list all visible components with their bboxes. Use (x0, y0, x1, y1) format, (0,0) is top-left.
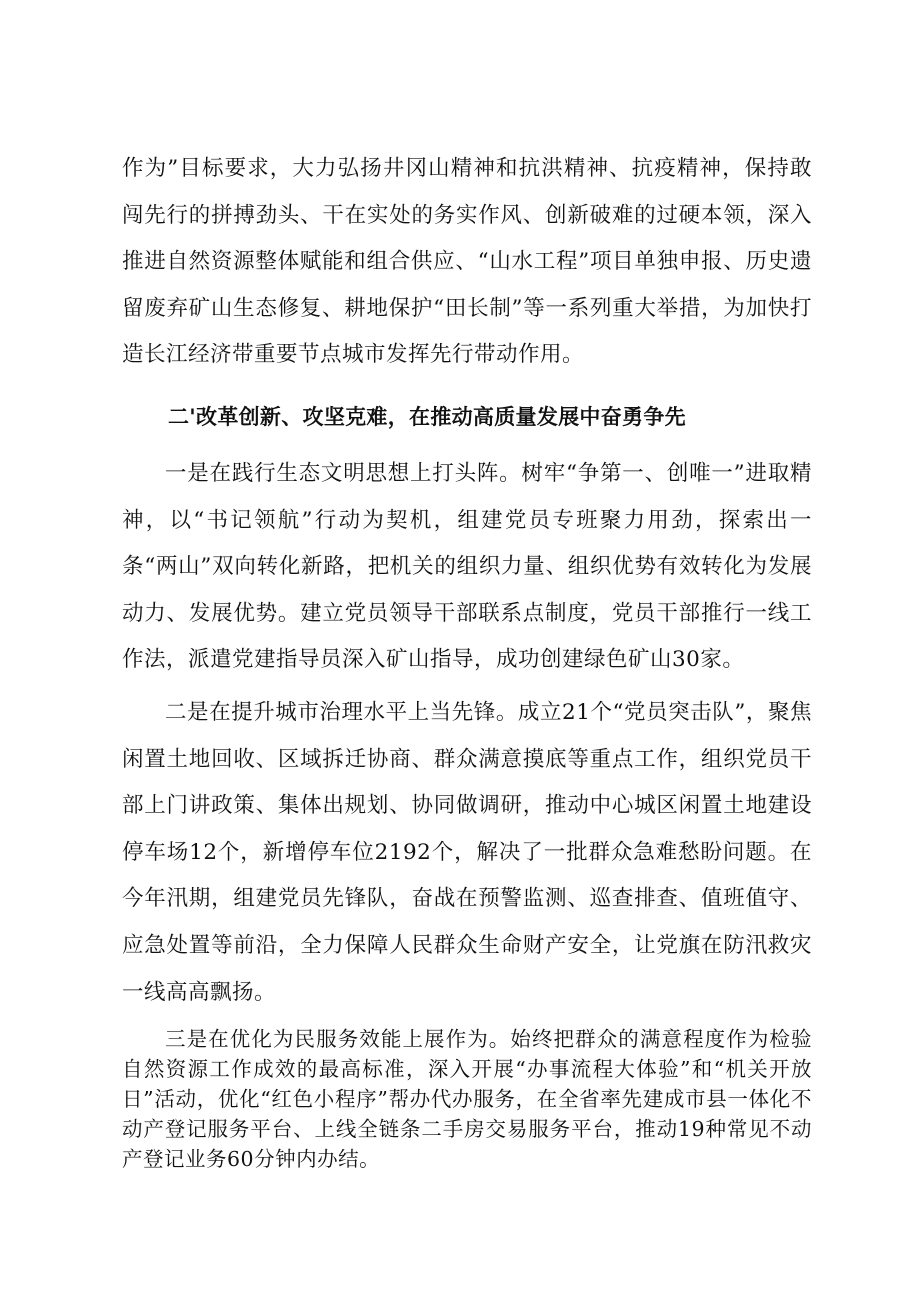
paragraph-4: 三是在优化为民服务效能上展作为。始终把群众的满意程度作为检验自然资源工作成效的最高标准，深入开展“办事流程大体验”和“机关开放日”活动，优化“红色小程序”帮办代办服务，在全省率先建成市县一体化不动产登记服务平台、上线全链条二手房交易服务平台，推动19种常见不动产登记业务60分钟内办结。 (122, 1027, 812, 1172)
paragraph-2: 一是在践行生态文明思想上打头阵。树牢“争第一、创唯一”进取精神，以“书记领航”行动为契机，组建党员专班聚力用劲，探索出一条“两山”双向转化新路，把机关的组织力量、组织优势有效转化为发展动力、发展优势。建立党员领导干部联系点制度，党员干部推行一线工作法，派遣党建指导员深入矿山指导，成功创建绿色矿山30家。 (122, 460, 812, 673)
section-heading: 二'改革创新、攻坚克难，在推动高质量发展中奋勇争先 (168, 404, 686, 429)
document-body (122, 146, 812, 1174)
paragraph-1: 作为”目标要求，大力弘扬井冈山精神和抗洪精神、抗疫精神，保持敢闯先行的拼搏劲头、干在实处的务实作风、创新破难的过硬本领，深入推进自然资源整体赋能和组合供应、“山水工程”项目单独申报、历史遗留废弃矿山生态修复、耕地保护“田长制”等一系列重大举措，为加快打造长江经济带重要节点城市发挥先行带动作用。 (122, 156, 812, 368)
paragraph-3: 二是在提升城市治理水平上当先锋。成立21个“党员突击队”，聚焦闲置土地回收、区域拆迁协商、群众满意摸底等重点工作，组织党员干部上门讲政策、集体出规划、协同做调研，推动中心城区闲置土地建设停车场12个，新增停车位2192个，解决了一批群众急难愁盼问题。在今年汛期，组建党员先锋队，奋战在预警监测、巡查排查、值班值守、应急处置等前沿，全力保障人民群众生命财产安全，让党旗在防汛救灾一线高高飘扬。 (122, 699, 812, 1005)
